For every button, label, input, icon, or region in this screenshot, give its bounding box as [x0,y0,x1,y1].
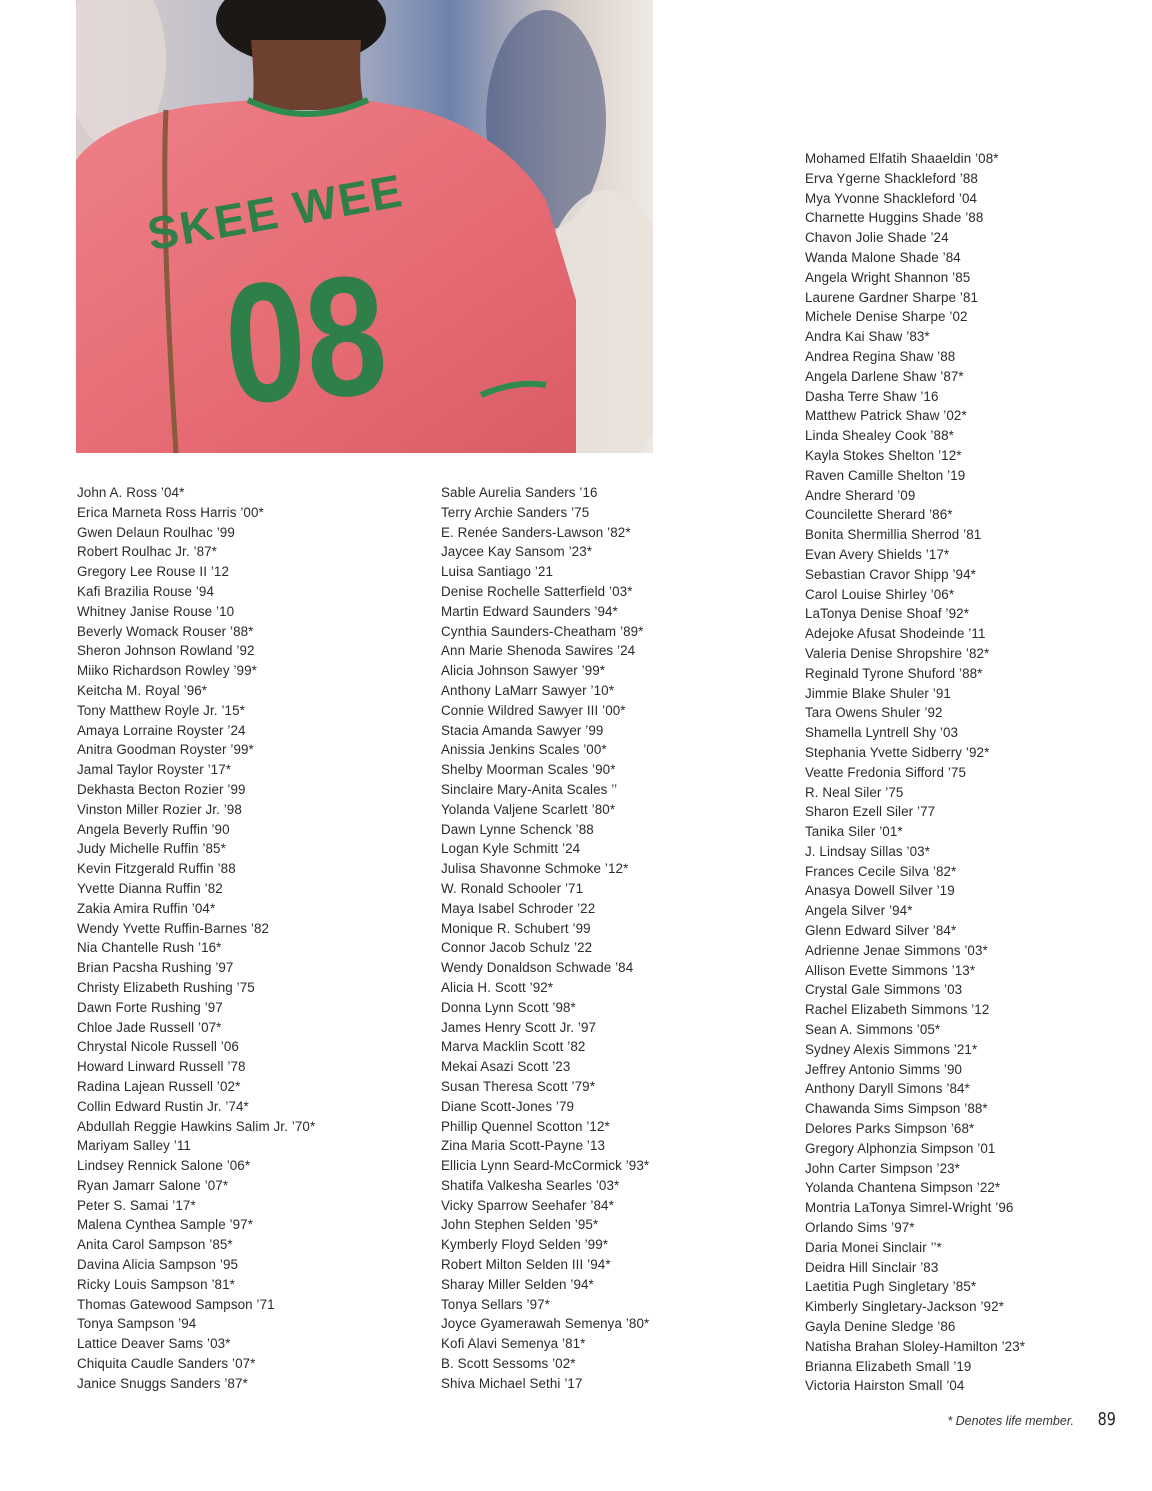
member-name: Nia Chantelle Rush ’16* [77,940,222,956]
member-name: Anasya Dowell Silver ’19 [805,883,955,899]
member-name: Kofi Alavi Semenya ’81* [441,1336,586,1352]
member-name: Diane Scott-Jones ’79 [441,1098,575,1114]
member-name: Rachel Elizabeth Simmons ’12 [805,1002,990,1018]
member-name: Marva Macklin Scott ’82 [441,1039,586,1055]
page-number: 89 [1097,1409,1116,1430]
member-name: Andre Sherard ’09 [805,487,916,503]
member-name: Dawn Lynne Schenck ’88 [441,821,594,837]
member-name: Monique R. Schubert ’99 [441,920,591,936]
member-name: Lindsey Rennick Salone ’06* [77,1158,251,1174]
member-name: Stephania Yvette Sidberry ’92* [805,744,990,760]
hero-photo [76,0,653,453]
member-name: Robert Roulhac Jr. ’87* [77,544,217,560]
member-name: Jaycee Kay Sansom ’23* [441,544,593,560]
member-name: Stacia Amanda Sawyer ’99 [441,722,604,738]
member-name: Charnette Huggins Shade ’88 [805,210,984,226]
member-name: Connor Jacob Schulz ’22 [441,940,593,956]
member-name: Laurene Gardner Sharpe ’81 [805,289,979,305]
member-name: Valeria Denise Shropshire ’82* [805,645,990,661]
member-name: Daria Monei Sinclair ’’* [805,1239,942,1255]
member-name: Yolanda Chantena Simpson ’22* [805,1180,1001,1196]
member-name: Kayla Stokes Shelton ’12* [805,447,962,463]
member-name: Collin Edward Rustin Jr. ’74* [77,1098,249,1114]
member-name: Wanda Malone Shade ’84 [805,249,961,265]
member-name: Sharay Miller Selden ’94* [441,1276,594,1292]
member-name: Mekai Asazi Scott ’23 [441,1059,571,1075]
member-name: Joyce Gyamerawah Semenya ’80* [441,1316,650,1332]
member-name: Martin Edward Saunders ’94* [441,603,618,619]
member-name: W. Ronald Schooler ’71 [441,880,584,896]
member-name: Whitney Janise Rouse ’10 [77,603,235,619]
member-name: Reginald Tyrone Shuford ’88* [805,665,983,681]
member-name: Mohamed Elfatih Shaaeldin ’08* [805,151,999,166]
member-name: Orlando Sims ’97* [805,1220,915,1236]
member-name: Anita Carol Sampson ’85* [77,1237,233,1253]
member-name: Victoria Hairston Small ’04 [805,1378,965,1394]
member-name: Brian Pacsha Rushing ’97 [77,960,234,976]
member-name: Shiva Michael Sethi ’17 [441,1375,583,1391]
member-name: Sydney Alexis Simmons ’21* [805,1041,978,1057]
member-name: Tanika Siler ’01* [805,824,903,840]
member-name: Gregory Alphonzia Simpson ’01 [805,1140,996,1156]
name-column-3 [805,149,1025,1396]
member-name: Chloe Jade Russell ’07* [77,1019,222,1035]
member-name: Thomas Gatewood Sampson ’71 [77,1296,275,1312]
member-name: Anitra Goodman Royster ’99* [77,742,254,758]
member-name: Brianna Elizabeth Small ’19 [805,1358,972,1374]
member-name: Jimmie Blake Shuler ’91 [805,685,951,701]
member-name: Kafi Brazilia Rouse ’94 [77,583,215,599]
member-name: Angela Silver ’94* [805,903,913,919]
member-name: Phillip Quennel Scotton ’12* [441,1118,610,1134]
member-name: Sinclaire Mary-Anita Scales ’’ [441,781,618,797]
member-name: Jamal Taylor Royster ’17* [77,762,232,778]
member-name: Terry Archie Sanders ’75 [441,504,590,520]
member-name: Frances Cecile Silva ’82* [805,863,957,879]
member-name: Beverly Womack Rouser ’88* [77,623,254,639]
member-name: Susan Theresa Scott ’79* [441,1078,596,1094]
member-name: Erica Marneta Ross Harris ’00* [77,504,264,520]
member-name: Shatifa Valkesha Searles ’03* [441,1177,620,1193]
member-name: Jeffrey Antonio Simms ’90 [805,1061,963,1077]
member-name: Donna Lynn Scott ’98* [441,999,576,1015]
member-name: Lattice Deaver Sams ’03* [77,1336,231,1352]
member-name: Tony Matthew Royle Jr. ’15* [77,702,245,718]
member-name: Anthony LaMarr Sawyer ’10* [441,682,615,698]
member-name: Veatte Fredonia Sifford ’75 [805,764,967,780]
member-name: Yvette Dianna Ruffin ’82 [77,880,223,896]
member-name: Sean A. Simmons ’05* [805,1022,941,1038]
name-column-1 [77,483,315,1394]
member-name: Matthew Patrick Shaw ’02* [805,408,967,424]
member-name: Angela Beverly Ruffin ’90 [77,821,230,837]
member-name: Denise Rochelle Satterfield ’03* [441,583,633,599]
member-name: John Stephen Selden ’95* [441,1217,599,1233]
member-name: Shelby Moorman Scales ’90* [441,762,616,778]
member-name: John A. Ross ’04* [77,485,185,500]
member-name: Andrea Regina Shaw ’88 [805,348,956,364]
member-name: Erva Ygerne Shackleford ’88 [805,170,978,186]
member-name: Allison Evette Simmons ’13* [805,962,976,978]
jersey-text: SKEE WEE [143,163,408,261]
member-name: Davina Alicia Sampson ’95 [77,1257,239,1273]
member-name: Chiquita Caudle Sanders ’07* [77,1356,256,1372]
member-name: Crystal Gale Simmons ’03 [805,982,963,998]
member-name: Tonya Sampson ’94 [77,1316,197,1332]
member-name: Chrystal Nicole Russell ’06 [77,1039,239,1055]
member-name: Judy Michelle Ruffin ’85* [77,841,226,857]
member-name: B. Scott Sessoms ’02* [441,1356,576,1372]
member-name: Sebastian Cravor Shipp ’94* [805,566,976,582]
member-name: Chawanda Sims Simpson ’88* [805,1101,988,1117]
member-name: Ellicia Lynn Seard-McCormick ’93* [441,1158,650,1174]
member-name: Kevin Fitzgerald Ruffin ’88 [77,861,236,877]
member-name: Dasha Terre Shaw ’16 [805,388,939,404]
member-name: Christy Elizabeth Rushing ’75 [77,979,255,995]
member-name: Tonya Sellars ’97* [441,1296,550,1312]
member-name: Ryan Jamarr Salone ’07* [77,1177,229,1193]
member-name: Adrienne Jenae Simmons ’03* [805,942,988,958]
member-name: Luisa Santiago ’21 [441,564,553,580]
jersey-number: 08 [218,239,393,441]
member-name: Montria LaTonya Simrel-Wright ’96 [805,1200,1014,1216]
member-name: Deidra Hill Sinclair ’83 [805,1259,939,1275]
member-name: Michele Denise Sharpe ’02 [805,309,968,325]
member-name: Zakia Amira Ruffin ’04* [77,900,216,916]
member-name: Mariyam Salley ’11 [77,1138,191,1154]
member-name: Peter S. Samai ’17* [77,1197,196,1213]
member-name: John Carter Simpson ’23* [805,1160,960,1176]
member-name: E. Renée Sanders-Lawson ’82* [441,524,631,540]
member-name: Raven Camille Shelton ’19 [805,467,966,483]
member-name: J. Lindsay Sillas ’03* [805,843,931,859]
member-name: LaTonya Denise Shoaf ’92* [805,606,970,622]
member-name: Natisha Brahan Sloley-Hamilton ’23* [805,1338,1026,1354]
member-name: Linda Shealey Cook ’88* [805,428,954,444]
member-name: Sheron Johnson Rowland ’92 [77,643,255,659]
member-name: Connie Wildred Sawyer III ’00* [441,702,626,718]
member-name: R. Neal Siler ’75 [805,784,904,800]
member-name: Logan Kyle Schmitt ’24 [441,841,581,857]
member-name: Kimberly Singletary-Jackson ’92* [805,1299,1004,1315]
member-name: Yolanda Valjene Scarlett ’80* [441,801,616,817]
member-name: Howard Linward Russell ’78 [77,1059,246,1075]
member-name: Shamella Lyntrell Shy ’03 [805,725,959,741]
member-name: Anthony Daryll Simons ’84* [805,1081,970,1097]
member-name: Adejoke Afusat Shodeinde ’11 [805,626,986,642]
member-name: Delores Parks Simpson ’68* [805,1121,975,1137]
member-name: Zina Maria Scott-Payne ’13 [441,1138,606,1154]
member-name: Abdullah Reggie Hawkins Salim Jr. ’70* [77,1118,316,1134]
member-name: Maya Isabel Schroder ’22 [441,900,596,916]
member-name: Councilette Sherard ’86* [805,507,953,523]
member-name: Cynthia Saunders-Cheatham ’89* [441,623,644,639]
member-name: Radina Lajean Russell ’02* [77,1078,241,1094]
member-name: Gayla Denine Sledge ’86 [805,1319,956,1335]
member-name: Miiko Richardson Rowley ’99* [77,663,257,679]
member-name: Tara Owens Shuler ’92 [805,705,943,721]
member-name: Andra Kai Shaw ’83* [805,329,930,345]
member-name: Sharon Ezell Siler ’77 [805,804,936,820]
member-name: Dekhasta Becton Rozier ’99 [77,781,246,797]
member-name: Malena Cynthea Sample ’97* [77,1217,254,1233]
member-name: Vinston Miller Rozier Jr. ’98 [77,801,242,817]
member-name: Carol Louise Shirley ’06* [805,586,955,602]
member-name: Alicia H. Scott ’92* [441,979,554,995]
member-name: Ann Marie Shenoda Sawires ’24 [441,643,636,659]
member-name: Wendy Donaldson Schwade ’84 [441,960,634,976]
member-name: Wendy Yvette Ruffin-Barnes ’82 [77,920,270,936]
member-name: Angela Wright Shannon ’85 [805,269,971,285]
life-member-footnote: * Denotes life member. [947,1414,1074,1428]
member-name: Glenn Edward Silver ’84* [805,923,957,939]
name-column-2 [441,483,649,1394]
member-name: James Henry Scott Jr. ’97 [441,1019,597,1035]
member-name: Bonita Shermillia Sherrod ’81 [805,527,982,543]
member-name: Vicky Sparrow Seehafer ’84* [441,1197,614,1213]
member-name: Gwen Delaun Roulhac ’99 [77,524,235,540]
member-name: Dawn Forte Rushing ’97 [77,999,223,1015]
member-name: Anissia Jenkins Scales ’00* [441,742,607,758]
member-name: Kymberly Floyd Selden ’99* [441,1237,609,1253]
member-name: Angela Darlene Shaw ’87* [805,368,964,384]
member-name: Keitcha M. Royal ’96* [77,682,208,698]
member-name: Robert Milton Selden III ’94* [441,1257,611,1273]
member-name: Mya Yvonne Shackleford ’04 [805,190,978,206]
member-name: Janice Snuggs Sanders ’87* [77,1375,248,1391]
member-name: Gregory Lee Rouse II ’12 [77,564,230,580]
member-name: Alicia Johnson Sawyer ’99* [441,663,606,679]
member-name: Julisa Shavonne Schmoke ’12* [441,861,629,877]
member-name: Evan Avery Shields ’17* [805,546,950,562]
member-name: Sable Aurelia Sanders ’16 [441,485,598,500]
member-name: Ricky Louis Sampson ’81* [77,1276,235,1292]
member-name: Amaya Lorraine Royster ’24 [77,722,246,738]
member-name: Chavon Jolie Shade ’24 [805,230,949,246]
member-name: Laetitia Pugh Singletary ’85* [805,1279,977,1295]
